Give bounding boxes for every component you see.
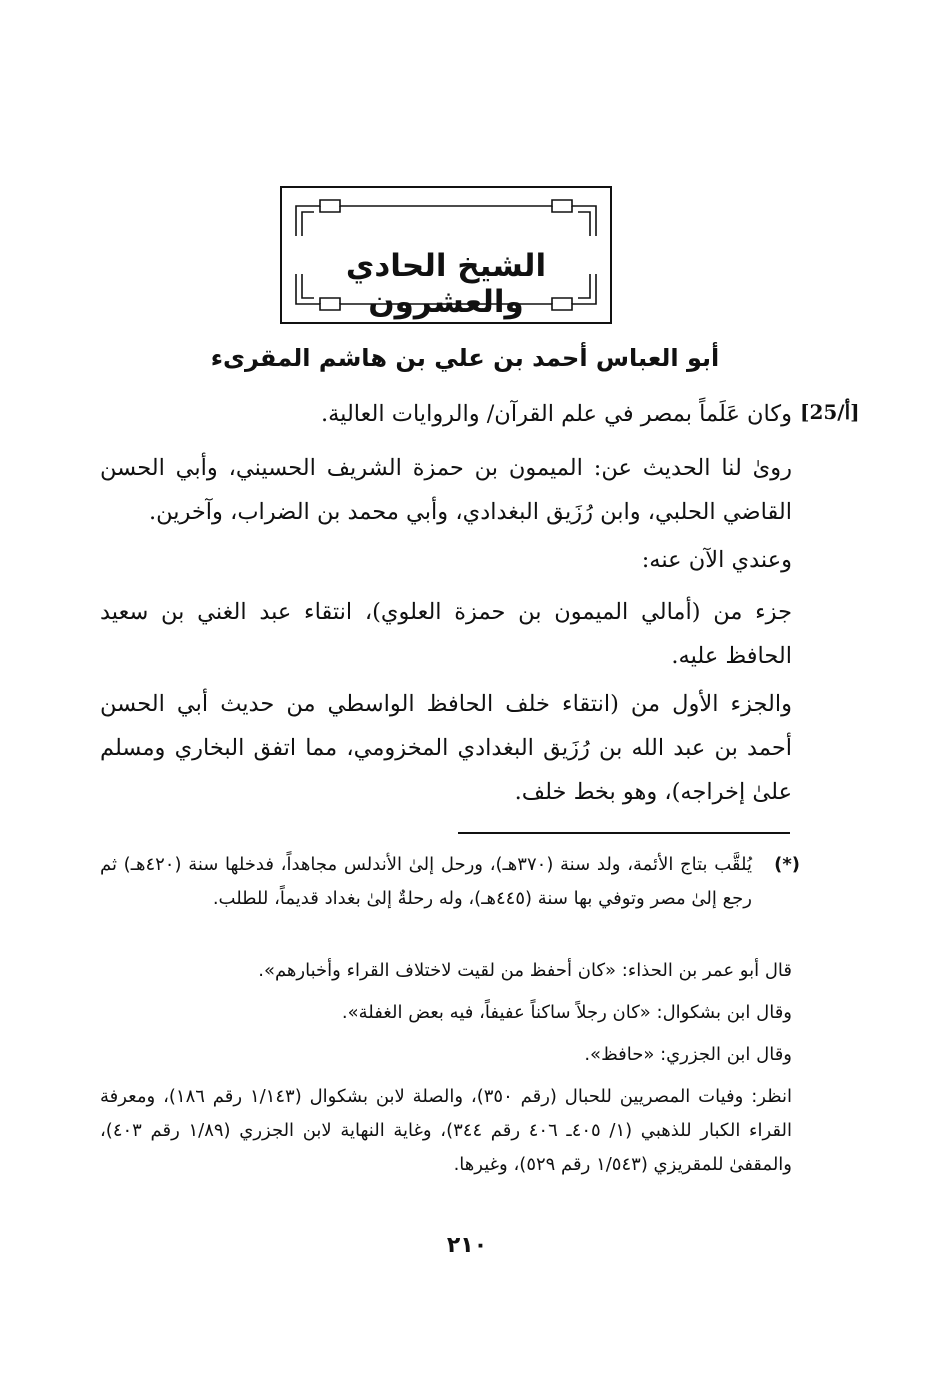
page-number: ٢١٠ — [446, 1233, 488, 1258]
body-paragraph-1: وكان عَلَماً بمصر في علم القرآن/ والروايات العالية. — [320, 401, 792, 427]
footnote-separator — [458, 832, 790, 834]
body-paragraph-5: والجزء الأول من (انتقاء خلف الحافظ الواسطي من حديث أبي الحسن أحمد بن عبد الله بن رُزَيق البغدادي المخزومي، مما اتفق البخاري ومسلم علىٰ إخراجه)، وهو بخط خلف. — [100, 691, 792, 805]
chapter-title-frame — [280, 186, 612, 324]
chapter-title: الشيخ الحادي والعشرون — [345, 248, 547, 320]
body-paragraph-3: وعندي الآن عنه: — [641, 547, 792, 573]
footnote-4: وقال ابن الجزري: «حافظ». — [584, 1044, 792, 1065]
title-frame-inner — [290, 196, 602, 320]
footnote-5: انظر: وفيات المصريين للحبال (رقم ٣٥٠)، والصلة لابن بشكوال (١/١٤٣ رقم ١٨٦)، ومعرفة القراء الكبار للذهبي (١/ ٤٠٥ـ ٤٠٦ رقم ٣٤٤)، وغاية النهاية لابن الجزري (١/٨٩ رقم ٤٠٣)، والمقفىٰ للمقريزي (١/٥٤٣ رقم ٥٢٩)، وغيرها. — [100, 1086, 792, 1175]
footnote-marker: (*) — [774, 854, 800, 875]
footnote-1: يُلقَّب بتاج الأئمة، ولد سنة (٣٧٠هـ)، ورحل إلىٰ الأندلس مجاهداً، فدخلها سنة (٤٢٠هـ) ثم رجع إلىٰ مصر وتوفي بها سنة (٤٤٥هـ)، وله رحلةٌ إلىٰ بغداد قديماً، للطلب. — [100, 854, 753, 909]
body-paragraph-4: جزء من (أمالي الميمون بن حمزة العلوي)، انتقاء عبد الغني بن سعيد الحافظ عليه. — [100, 599, 792, 669]
footnote-2: قال أبو عمر بن الحذاء: «كان أحفظ من لقيت لاختلاف القراء وأخبارهم». — [258, 960, 792, 981]
body-paragraph-2: روىٰ لنا الحديث عن: الميمون بن حمزة الشريف الحسيني، وأبي الحسن القاضي الحلبي، وابن رُزَيق البغدادي، وأبي محمد بن الضراب، وآخرين. — [100, 455, 792, 525]
biography-subject-name: أبو العباس أحمد بن علي بن هاشم المقرىء — [210, 344, 720, 372]
footnote-3: وقال ابن بشكوال: «كان رجلاً ساكناً عفيفاً، فيه بعض الغفلة». — [341, 1002, 792, 1023]
manuscript-folio-reference: [25/أ] — [800, 400, 860, 424]
